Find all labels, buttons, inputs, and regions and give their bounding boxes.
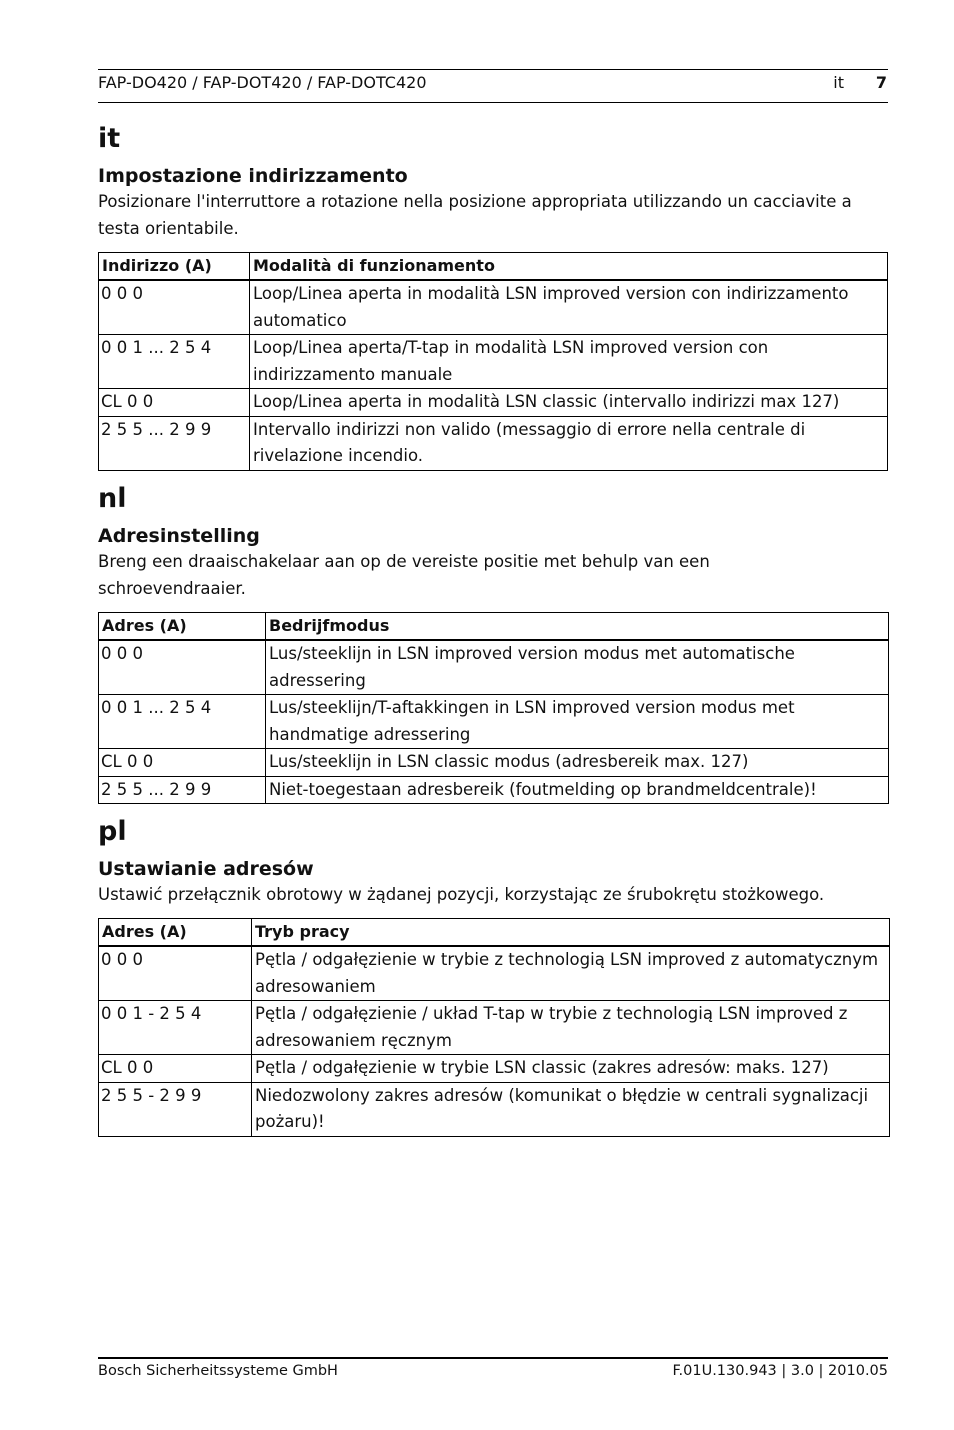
section-heading: Adresinstelling	[98, 525, 260, 547]
table-header-row	[99, 919, 890, 947]
table-header-row	[99, 613, 889, 641]
address-cell: 0 0 1 - 2 5 4	[99, 1001, 252, 1055]
mode-cell: Pętla / odgałęzienie w trybie z technologią LSN improved z automatycznym adresowaniem	[252, 946, 890, 1001]
address-cell: 0 0 1 ... 2 5 4	[99, 335, 250, 389]
header-language: it	[833, 73, 844, 92]
table-header-row	[99, 253, 888, 281]
footer-document-reference: F.01U.130.943 | 3.0 | 2010.05	[672, 1363, 888, 1379]
table-row	[99, 695, 889, 749]
column-header: Modalità di funzionamento	[250, 253, 888, 281]
mode-cell: Niedozwolony zakres adresów (komunikat o błędzie w centrali sygnalizacji pożaru)!	[252, 1082, 890, 1136]
language-heading: nl	[98, 483, 127, 514]
page-header	[98, 69, 888, 103]
table-row	[99, 640, 889, 695]
address-cell: CL 0 0	[99, 749, 266, 777]
table-row	[99, 280, 888, 335]
mode-cell: Lus/steeklijn/T-aftakkingen in LSN improved version modus met handmatige adressering	[266, 695, 889, 749]
section-intro: Ustawić przełącznik obrotowy w żądanej pozycji, korzystając ze śrubokrętu stożkowego.	[98, 885, 825, 904]
column-header: Indirizzo (A)	[99, 253, 250, 281]
table-row	[99, 389, 888, 417]
column-header: Adres (A)	[99, 919, 252, 947]
page-number: 7	[875, 73, 887, 92]
address-cell: 2 5 5 - 2 9 9	[99, 1082, 252, 1136]
mode-cell: Loop/Linea aperta in modalità LSN improved version con indirizzamento automatico	[250, 280, 888, 335]
address-table	[98, 612, 889, 804]
address-cell: CL 0 0	[99, 1055, 252, 1083]
column-header: Tryb pracy	[252, 919, 890, 947]
section-intro: Posizionare l'interruttore a rotazione nella posizione appropriata utilizzando un cacciavite a testa orientabile.	[98, 192, 852, 238]
language-heading: pl	[98, 816, 127, 847]
table-row	[99, 1001, 890, 1055]
table-row	[99, 749, 889, 777]
mode-cell: Pętla / odgałęzienie w trybie LSN classic (zakres adresów: maks. 127)	[252, 1055, 890, 1083]
section-nl	[98, 484, 890, 804]
section-pl	[98, 817, 890, 1137]
mode-cell: Loop/Linea aperta/T-tap in modalità LSN improved version con indirizzamento manuale	[250, 335, 888, 389]
table-row	[99, 946, 890, 1001]
section-intro: Breng een draaischakelaar aan op de vereiste positie met behulp van een schroevendraaier.	[98, 552, 710, 598]
mode-cell: Lus/steeklijn in LSN classic modus (adresbereik max. 127)	[266, 749, 889, 777]
section-it	[98, 124, 890, 471]
language-heading: it	[98, 123, 121, 154]
address-cell: 2 5 5 ... 2 9 9	[99, 416, 250, 470]
address-cell: 0 0 0	[99, 280, 250, 335]
page-footer	[98, 1357, 888, 1383]
address-table	[98, 918, 890, 1137]
document-title: FAP-DO420 / FAP-DOT420 / FAP-DOTC420	[98, 73, 427, 92]
mode-cell: Niet-toegestaan adresbereik (foutmelding op brandmeldcentrale)!	[266, 776, 889, 804]
section-heading: Ustawianie adresów	[98, 858, 314, 880]
mode-cell: Loop/Linea aperta in modalità LSN classic (intervallo indirizzi max 127)	[250, 389, 888, 417]
table-row	[99, 1082, 890, 1136]
mode-cell: Intervallo indirizzi non valido (messaggio di errore nella centrale di rivelazione incendio.	[250, 416, 888, 470]
address-cell: 0 0 0	[99, 946, 252, 1001]
mode-cell: Lus/steeklijn in LSN improved version modus met automatische adressering	[266, 640, 889, 695]
table-row	[99, 416, 888, 470]
table-row	[99, 776, 889, 804]
address-cell: CL 0 0	[99, 389, 250, 417]
footer-company: Bosch Sicherheitssysteme GmbH	[98, 1363, 338, 1379]
address-cell: 0 0 1 ... 2 5 4	[99, 695, 266, 749]
column-header: Adres (A)	[99, 613, 266, 641]
table-row	[99, 335, 888, 389]
address-table	[98, 252, 888, 471]
section-heading: Impostazione indirizzamento	[98, 165, 408, 187]
mode-cell: Pętla / odgałęzienie / układ T-tap w trybie z technologią LSN improved z adresowaniem ręcznym	[252, 1001, 890, 1055]
column-header: Bedrijfmodus	[266, 613, 889, 641]
table-row	[99, 1055, 890, 1083]
address-cell: 0 0 0	[99, 640, 266, 695]
address-cell: 2 5 5 ... 2 9 9	[99, 776, 266, 804]
